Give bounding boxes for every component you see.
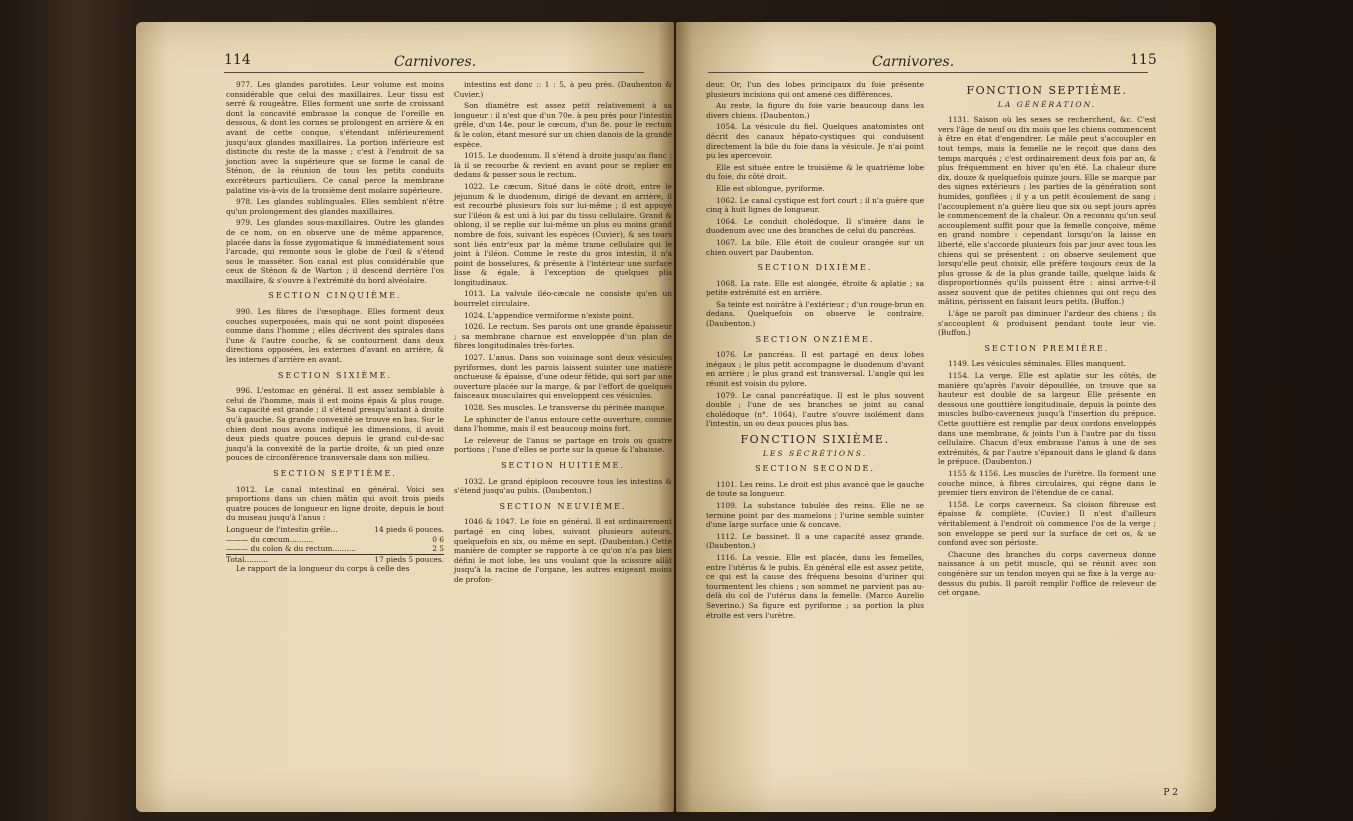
paragraph: 1067. La bile. Elle étoit de couleur orangée sur un chien ouvert par Daubenton. [706, 237, 924, 257]
section-heading: SECTION HUITIÈME. [501, 460, 625, 470]
row-value: 14 pieds 6 pouces. [374, 524, 444, 534]
paragraph: 977. Les glandes parotides. Leur volume est moins considérable que celui des maxillaires. Leur tissu est serré & rougeâtre. Elles forment une sorte de croissant dont la concavité embrasse la conque de l'oreille en dessous, & dont les cornes se prolongent en arrière & en avant de cette conque, s'étendant inférieurement jusqu'aux glandes maxillaires. La portion inférieure est distincte du reste de la masse ; c'est à l'endroit de sa jonction avec la supérieure que se forme le canal de Sténon, de la réunion de tous les petits conduits excréteurs particuliers. Ce canal perce la membrane palatine vis-à-vis de la troisième dent molaire supérieure. [226, 80, 444, 195]
paragraph: 1109. La substance tubulée des reins. Elle ne se termine point par des mamelons ; l'urine semble suinter d'une large surface unie & concave. [706, 500, 924, 530]
section-heading: SECTION SECONDE. [755, 464, 875, 474]
paragraph: 1032. Le grand épiploon recouvre tous les intestins & s'étend jusqu'au pubis. (Daubenton.) [454, 476, 672, 496]
section-heading: SECTION CINQUIÈME. [268, 291, 402, 301]
section-heading: SECTION ONZIÈME. [755, 334, 875, 344]
table-row [226, 544, 444, 554]
text-column [938, 80, 1156, 600]
paragraph: Le rapport de la longueur du corps à celle des [236, 564, 410, 574]
paragraph: 1024. L'appendice vermiforme n'existe point. [464, 310, 635, 320]
paragraph: 1027. L'anus. Dans son voisinage sont deux vésicules pyriformes, dont les parois laissent suinter une matière onctueuse & épaisse, d'une odeur fétide, qui sort par une ouverture placée sur la marge, & par l'effort de quelques faisceaux musculaires qui enveloppent ces vésicules. [454, 353, 672, 401]
paragraph: deur. Or, l'un des lobes principaux du foie présente plusieurs incisions qui ont amené ces différences. [706, 80, 924, 99]
paragraph: 1158. Le corps caverneux. Sa cloison fibreuse est épaisse & complète. (Cuvier.) Il n'est d'ailleurs véritablement à l'endroit où commence l'os de la verge ; son enveloppe se perd sur la surface de cet os, & se confond avec son périoste. [938, 499, 1156, 548]
paragraph: Sa teinte est noirâtre à l'extérieur ; d'un rouge-brun en dedans. Quelquefois on observe le contraire. (Daubenton.) [706, 299, 924, 329]
table-row [226, 535, 444, 545]
paragraph: 1076. Le pancréas. Il est partagé en deux lobes inégaux ; le plus petit accompagne le duodenum d'avant en arrière ; le plus grand est transversal. L'angle qui les réunit est voisin du pylore. [706, 350, 924, 389]
paragraph: 996. L'estomac en général. Il est assez semblable à celui de l'homme, mais il est moins épais & plus rouge. Sa capacité est grande ; il s'étend presqu'autant à droite qu'à gauche. Sa grande convexité se trouve en bas. Sur le chien dont nous avons indiqué les dimensions, il avoit deux pieds quatre pouces depuis le grand cul-de-sac jusqu'à la convexité de la partie droite, & un pied onze pouces de circonférence transversale dans son milieu. [226, 386, 444, 463]
header-rule [224, 72, 644, 73]
row-label: ——— du cœcum.......... [226, 534, 314, 544]
paragraph: Au reste, la figure du foie varie beaucoup dans les divers chiens. (Daubenton.) [706, 101, 924, 120]
paragraph: Elle est oblongue, pyriforme. [716, 183, 825, 193]
paragraph: 1013. La valvule iléo-cæcale ne consiste qu'en un bourrelet circulaire. [454, 289, 672, 309]
row-value: 17 pieds 5 pouces. [366, 554, 444, 564]
paragraph: 1155 & 1156. Les muscles de l'urètre. Ils forment une couche mince, à fibres circulaires, qui règne dans le premier tiers environ de l'étendue de ce canal. [938, 468, 1156, 498]
table-row [226, 554, 444, 564]
paragraph: 1012. Le canal intestinal en général. Voici ses proportions dans un chien mâtin qui avoit trois pieds quatre pouces de longueur en ligne droite, depuis le bout du museau jusqu'à l'anus : [226, 484, 444, 523]
section-heading: FONCTION SIXIÈME. [740, 433, 890, 446]
row-value: 2 5 [432, 544, 444, 554]
paragraph: 1116. La vessie. Elle est placée, dans les femelles, entre l'utérus & le pubis. En général elle est assez petite, ce qui est la cause des fréquens besoins d'uriner qui tourmentent les chiens ; son sommet ne parvient pas au-delà du col de l'utérus dans la femelle. (Marco Aurelio Severino.) Sa figure est pyriforme ; sa portion la plus étroite est vers l'urètre. [706, 552, 924, 620]
paragraph: 1022. Le cæcum. Situé dans le côté droit, entre le jejunum & le duodenum, dirigé de devant en arrière, il est recourbé plusieurs fois sur lui-même ; il est appuyé sur l'iléon & est uni à lui par du tissu cellulaire. Grand & oblong, il se replie sur lui-même un plus ou moins grand nombre de fois, suivant les espèces (Cuvier), & ses tours sont liés entr'eux par la même trame cellulaire qui le joint à l'iléon. Comme le reste du gros intestin, il n'a point de bosselures, & présente à l'intérieur une surface lisse & égale, à l'exception de quelques plis longitudinaux. [454, 181, 672, 287]
proportions-table [226, 525, 444, 564]
section-heading: LES SÉCRÉTIONS. [762, 448, 868, 458]
text-column [454, 80, 672, 587]
page-number: 114 [224, 52, 251, 68]
header-rule [708, 72, 1148, 73]
page-number: 115 [1130, 52, 1157, 68]
row-label: ——— du colon & du rectum.......... [226, 544, 356, 554]
row-label: Total.......... [226, 554, 366, 564]
paragraph: 1062. Le canal cystique est fort court ; il n'a guère que cinq à huit lignes de longueur. [706, 195, 924, 215]
section-heading: SECTION SEPTIÈME. [273, 468, 397, 478]
paragraph: 1064. Le conduit cholédoque. Il s'insère dans le duodenum avec une des branches de celui du pancréas. [706, 216, 924, 236]
paragraph: Elle est située entre le troisième & le quatrième lobe du foie, du côté droit. [706, 162, 924, 182]
paragraph: intestins est donc :: 1 : 5, à peu près. (Daubenton & Cuvier.) [454, 80, 672, 99]
paragraph: Le releveur de l'anus se partage en trois ou quatre portions ; l'une d'elles se porte sur la queue & l'abaisse. [454, 435, 672, 455]
paragraph: 1154. La verge. Elle est aplatie sur les côtés, de manière qu'après l'avoir dépouillée, on trouve que sa hauteur est double de sa largeur. Elle présente en dessous une gouttière longitudinale, depuis la pointe des muscles bulbo-caverneux jusqu'à l'insertion du prépuce. Cette gouttière est remplie par deux cordons enveloppés dans une membrane, & joints l'un à l'autre par du tissu cellulaire. Chacun d'eux embrasse l'anus à une de ses extrémités, & par l'autre s'épanouit dans le gland & dans le prépuce. (Daubenton.) [938, 371, 1156, 467]
table-row [226, 525, 444, 535]
paragraph: Le sphincter de l'anus entoure cette ouverture, comme dans l'homme, mais il est beaucoup moins fort. [454, 414, 672, 434]
section-heading: FONCTION SEPTIÈME. [966, 84, 1128, 97]
section-heading: SECTION SIXIÈME. [278, 370, 392, 380]
left-page [136, 22, 674, 812]
paragraph: 1068. La rate. Elle est alongée, étroite & aplatie ; sa petite extrémité est en arrière. [706, 278, 924, 298]
right-page [676, 22, 1216, 812]
paragraph: 1131. Saison où les sexes se recherchent, &c. C'est vers l'âge de neuf ou dix mois que les chiens commencent à être en état d'engendrer. Le mâle peut s'accoupler en tout temps, mais la femelle ne le reçoit que dans des temps marqués ; c'est ordinairement deux fois par an, & plus fréquemment en hiver qu'en été. La chaleur dure dix, douze & quelquefois quinze jours. Elle se marque par des signes extérieurs ; les parties de la génération sont humides, gonflées ; il y a un petit écoulement de sang ; l'accouplement n'a guère lieu que six ou sept jours après le commencement de la chaleur. On a reconnu qu'un seul accouplement suffit pour que la femelle conçoive, même en grand nombre : cependant lorsqu'on la laisse en liberté, elle s'accorde plusieurs fois par jour avec tous les chiens qui se présentent : on observe seulement que lorsqu'elle peut choisir, elle préfère toujours ceux de la plus grosse & de la plus grande taille, quelque laids & disproportionnés qu'ils puissent être : ainsi arrive-t-il assez souvent que de petites chiennes qui ont reçu des mâtins, périssent en faisant leurs petits. (Buffon.) [938, 115, 1156, 307]
paragraph: 978. Les glandes sublinguales. Elles semblent n'être qu'un prolongement des glandes maxillaires. [226, 197, 444, 216]
section-heading: SECTION NEUVIÈME. [499, 501, 627, 511]
paragraph: 979. Les glandes sous-maxillaires. Outre les glandes de ce nom, on en observe une de même apparence, placée dans la fosse zygomatique & immédiatement sous l'arcade, qui remonte sous le globe de l'œil & s'étend sous le masséter. Son canal est plus considérable que ceux de Sténon & de Warton ; il descend derrière l'os maxillaire, & s'ouvre à l'extrémité du bord alvéolaire. [226, 218, 444, 285]
paragraph: 1015. Le duodenum. Il s'étend à droite jusqu'au flanc ; là il se recourbe & revient en avant pour se replier en dedans & passer sous le rectum. [454, 151, 672, 180]
section-heading: LA GÉNÉRATION. [997, 99, 1097, 109]
paragraph: 1149. Les vésicules séminales. Elles manquent. [948, 359, 1127, 369]
section-heading: SECTION PREMIÈRE. [984, 343, 1110, 353]
paragraph: 1026. Le rectum. Ses parois ont une grande épaisseur ; sa membrane charnue est enveloppée d'un plan de fibres longitudinales très-fortes. [454, 322, 672, 351]
section-heading: SECTION DIXIÈME. [757, 263, 873, 273]
paragraph: Chacune des branches du corps caverneux donne naissance à un petit muscle, qui se réunit avec son congénère sur un tendon moyen qui se fixe à la verge au-dessus du pubis. Il paroît remplir l'office de releveur de cet organe. [938, 549, 1156, 598]
signature-mark: P 2 [1163, 788, 1178, 798]
paragraph: 1054. La vésicule du fiel. Quelques anatomistes ont décrit des canaux hépato-cystiques qui conduisent directement la bile du foie dans la vésicule. Je n'ai point pu les apercevoir. [706, 122, 924, 161]
paragraph: 1079. Le canal pancréatique. Il est le plus souvent double ; l'une de ses branches se joint au canal cholédoque (n°. 1064), l'autre s'ouvre isolément dans l'intestin, un ou deux pouces plus bas. [706, 390, 924, 429]
row-label: Longueur de l'intestin grêle... [226, 524, 338, 534]
paragraph: 1046 & 1047. Le foie en général. Il est ordinairement partagé en cinq lobes, suivant plusieurs auteurs, quelquefois en six, ou même en sept. (Daubenton.) Cette manière de compter se rapporte à ce qu'on n'a pas bien défini le mot lobe, les uns voulant que la scissure allât jusqu'à la racine de l'organe, les autres exigeant moins de profon- [454, 517, 672, 584]
paragraph: L'âge ne paroît pas diminuer l'ardeur des chiens ; ils s'accouplent & produisent pendant toute leur vie. (Buffon.) [938, 309, 1156, 338]
running-head: Carnivores. [872, 54, 955, 70]
paragraph: 1101. Les reins. Le droit est plus avancé que le gauche de toute sa longueur. [706, 479, 924, 499]
running-head: Carnivores. [394, 54, 477, 70]
paragraph: 990. Les fibres de l'œsophage. Elles forment deux couches superposées, mais qui ne sont point disposées comme dans l'homme ; elles décrivent des spirales dans l'une & l'autre couche, & se contournent dans deux directions opposées, les externes d'avant en arrière, & les internes d'arrière en avant. [226, 307, 444, 365]
paragraph: 1112. Le bassinet. Il a une capacité assez grande. (Daubenton.) [706, 531, 924, 551]
text-column [226, 80, 444, 576]
row-value: 0 6 [432, 534, 444, 544]
text-column [706, 80, 924, 622]
paragraph: 1028. Ses muscles. Le transverse du périnée manque. [464, 403, 667, 412]
paragraph: Son diamètre est assez petit relativement à sa longueur : il n'est que d'un 70e. à peu près pour l'intestin grêle, d'un 14e. pour le cœcum, d'un 8e. pour le rectum & le colon, étant mesuré sur un chien danois de la grande espèce. [454, 101, 672, 149]
